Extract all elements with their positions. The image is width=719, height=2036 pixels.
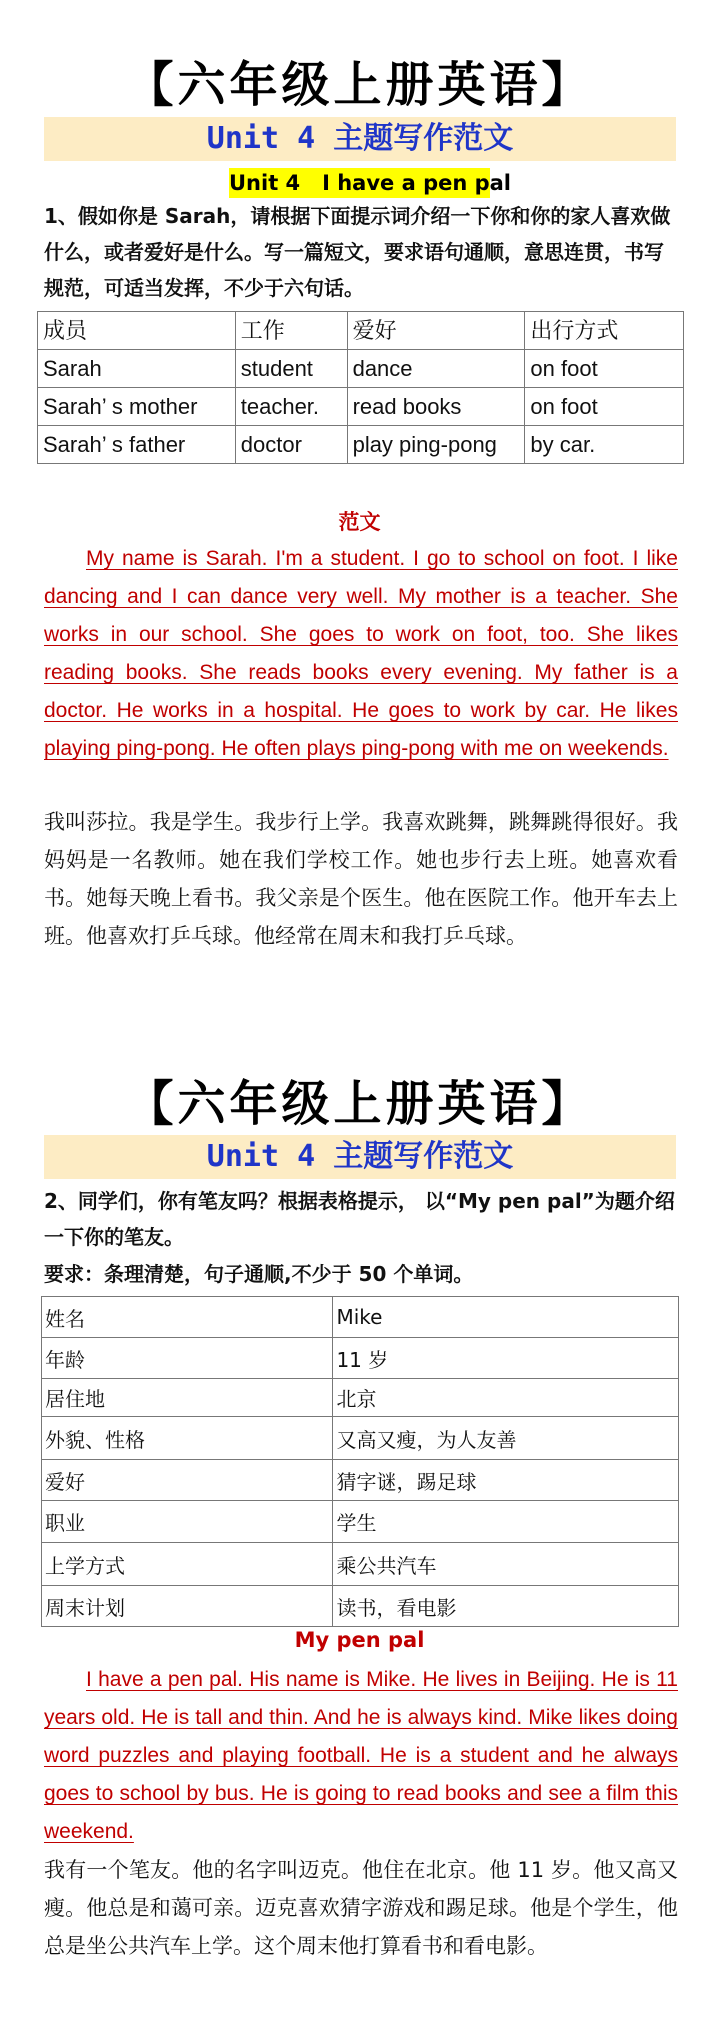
table-cell: 读书，看电影 (333, 1586, 679, 1627)
table-cell: 猜字谜，踢足球 (333, 1460, 679, 1501)
table-row (38, 426, 684, 464)
table-row (42, 1501, 679, 1543)
table-row (42, 1543, 679, 1586)
table-cell: on foot (525, 350, 684, 388)
requirement: 要求：条理清楚，句子通顺,不少于 50 个单词。 (44, 1262, 474, 1286)
table-row (42, 1460, 679, 1501)
table-cell: 周末计划 (42, 1586, 333, 1627)
table-cell: 又高又瘦，为人友善 (333, 1417, 679, 1460)
table-cell: by car. (525, 426, 684, 464)
table-cell: 上学方式 (42, 1543, 333, 1586)
table-cell: Sarah’ s father (38, 426, 236, 464)
question-2: 2、同学们，你有笔友吗？根据表格提示， 以“My pen pal”为题介绍一下你的笔友。 (44, 1189, 675, 1249)
table-cell: dance (347, 350, 525, 388)
table-row (42, 1586, 679, 1627)
table-row (42, 1338, 679, 1379)
essay-english: I have a pen pal. His name is Mike. He lives in Beijing. He is 11 years old. He is tall and thin. And he is always kind. Mike likes doing word puzzles and playing football. He is a student and he always goes to school by bus. He is going to read books and see a film this weekend. (44, 1668, 678, 1843)
unit-banner: Unit 4 主题写作范文 (44, 1135, 676, 1179)
table-cell: student (235, 350, 347, 388)
table-cell: Sarah’ s mother (38, 388, 236, 426)
table-header-cell: 爱好 (347, 312, 525, 350)
table-cell: 年龄 (42, 1338, 333, 1379)
table-cell: 11 岁 (333, 1338, 679, 1379)
table-cell: doctor (235, 426, 347, 464)
table-cell: read books (347, 388, 525, 426)
table-cell: 外貌、性格 (42, 1417, 333, 1460)
unit-subtitle: Unit 4 I have a pen pal (229, 168, 490, 198)
table-cell: on foot (525, 388, 684, 426)
table-row (38, 350, 684, 388)
essay-chinese: 我叫莎拉。我是学生。我步行上学。我喜欢跳舞，跳舞跳得很好。我妈妈是一名教师。她在我们学校工作。她也步行去上班。她喜欢看书。她每天晚上看书。我父亲是个医生。他在医院工作。他开车去上班。他喜欢打乒乓球。他经常在周末和我打乒乓球。 (44, 810, 678, 948)
table-cell: 乘公共汽车 (333, 1543, 679, 1586)
table-cell: 爱好 (42, 1460, 333, 1501)
question-1: 1、假如你是 Sarah，请根据下面提示词介绍一下你和你的家人喜欢做什么，或者爱好是什么。写一篇短文，要求语句通顺，意思连贯，书写规范，可适当发挥，不少于六句话。 (44, 204, 671, 300)
essay-english: My name is Sarah. I'm a student. I go to school on foot. I like dancing and I can dance very well. My mother is a teacher. She works in our school. She goes to work on foot, too. She likes reading books. She reads books every evening. My father is a doctor. He works in a hospital. He goes to work by car. He likes playing ping-pong. He often plays ping-pong with me on weekends. (44, 547, 678, 760)
family-hobbies-table (37, 311, 684, 464)
essay-chinese: 我有一个笔友。他的名字叫迈克。他住在北京。他 11 岁。他又高又瘦。他总是和蔼可亲。迈克喜欢猜字游戏和踢足球。他是个学生，他总是坐公共汽车上学。这个周末他打算看书和看电影。 (44, 1858, 678, 1958)
table-header-cell: 成员 (38, 312, 236, 350)
table-header-row (38, 312, 684, 350)
table-cell: 姓名 (42, 1297, 333, 1338)
table-cell: Sarah (38, 350, 236, 388)
table-cell: play ping-pong (347, 426, 525, 464)
table-cell: 职业 (42, 1501, 333, 1543)
essay-title: 范文 (338, 510, 381, 534)
page-heading: 【六年级上册英语】 (125, 1076, 594, 1132)
table-row (42, 1379, 679, 1417)
page-heading: 【六年级上册英语】 (125, 57, 594, 113)
table-row (38, 388, 684, 426)
table-header-cell: 工作 (235, 312, 347, 350)
essay-title: My pen pal (294, 1628, 425, 1652)
table-row (42, 1297, 679, 1338)
table-cell: Mike (333, 1297, 679, 1338)
table-header-cell: 出行方式 (525, 312, 684, 350)
table-row (42, 1417, 679, 1460)
table-cell: teacher. (235, 388, 347, 426)
unit-banner: Unit 4 主题写作范文 (44, 117, 676, 161)
table-cell: 居住地 (42, 1379, 333, 1417)
table-cell: 学生 (333, 1501, 679, 1543)
pen-pal-table (41, 1296, 679, 1627)
table-cell: 北京 (333, 1379, 679, 1417)
